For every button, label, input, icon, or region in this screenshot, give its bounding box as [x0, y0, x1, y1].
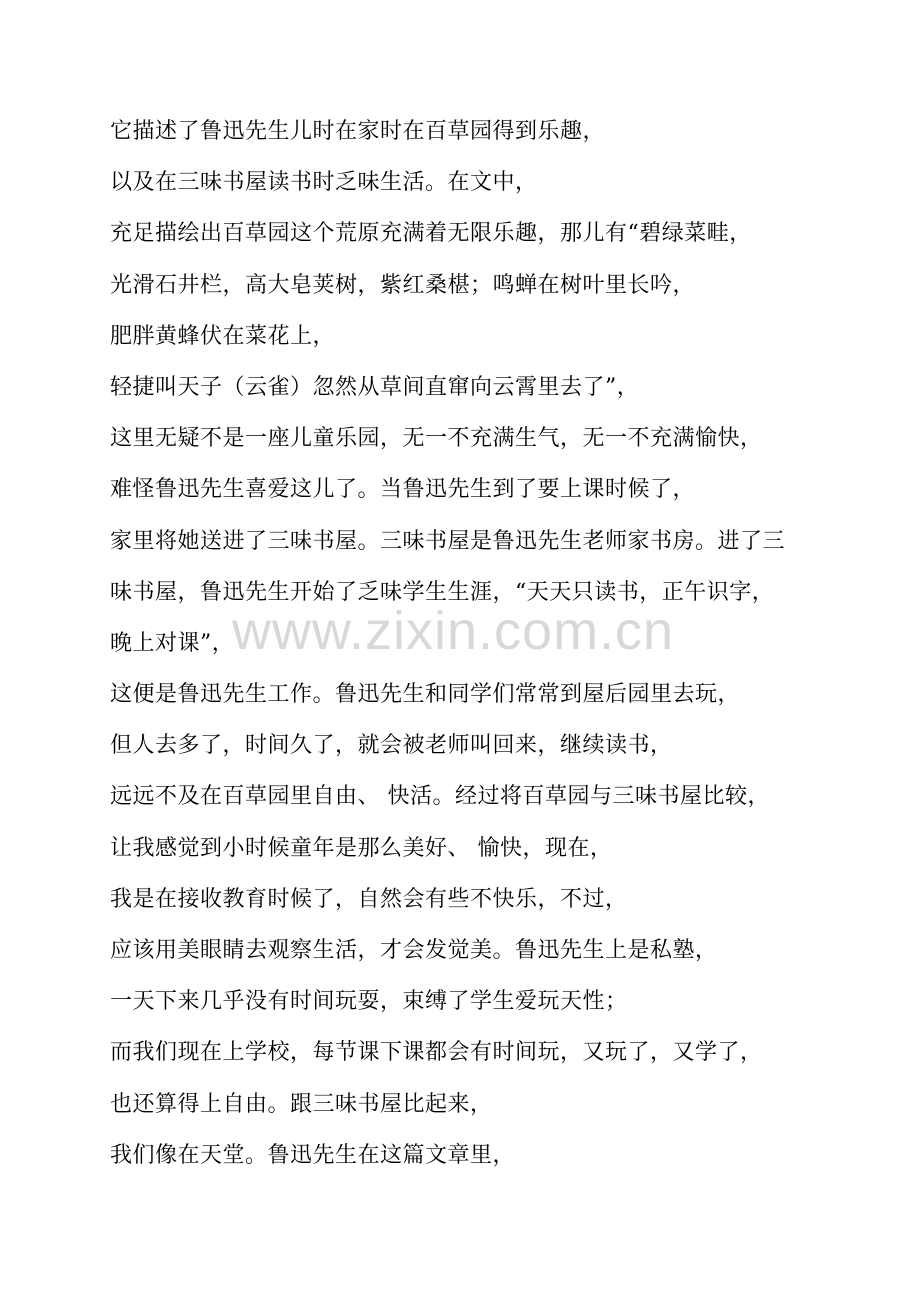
- text-line: 远远不及在百草园里自由、 快活。经过将百草园与三味书屋比较，: [110, 784, 770, 810]
- text-line: 轻捷叫天子（云雀）忽然从草间直窜向云霄里去了”，: [110, 374, 640, 400]
- document-body: [110, 106, 830, 1181]
- text-line: 但人去多了，时间久了，就会被老师叫回来，继续读书，: [110, 733, 673, 759]
- text-line: 这便是鲁迅先生工作。鲁迅先生和同学们常常到屋后园里去玩，: [110, 682, 741, 708]
- text-line: 难怪鲁迅先生喜爱这儿了。当鲁迅先生到了要上课时候了，: [110, 477, 696, 503]
- text-line: 它描述了鲁迅先生儿时在家时在百草园得到乐趣，: [110, 119, 606, 144]
- text-line: 我们像在天堂。鲁迅先生在这篇文章里，: [110, 1142, 516, 1168]
- text-line: 应该用美眼睛去观察生活，才会发觉美。鲁迅先生上是私塾，: [110, 938, 718, 963]
- text-line: 光滑石井栏，高大皂荚树，紫红桑椹；鸣蝉在树叶里长吟，: [110, 272, 696, 298]
- text-line: 让我感觉到小时候童年是那么美好、 愉快，现在，: [110, 835, 613, 861]
- text-line: 一天下来几乎没有时间玩耍，束缚了学生爱玩天性；: [110, 989, 628, 1015]
- text-line: 家里将她送进了三味书屋。三味书屋是鲁迅先生老师家书房。进了三: [110, 528, 786, 554]
- text-line: 充足描绘出百草园这个荒原充满着无限乐趣，那儿有“碧绿菜畦，: [110, 221, 752, 247]
- text-line: 以及在三味书屋读书时乏味生活。在文中，: [110, 170, 538, 196]
- watermark-text: www.zixin.com.cn: [232, 601, 675, 661]
- text-line: 肥胖黄蜂伏在菜花上，: [110, 323, 336, 349]
- text-line: 这里无疑不是一座儿童乐园，无一不充满生气，无一不充满愉快，: [110, 426, 763, 452]
- text-line: 也还算得上自由。跟三味书屋比起来，: [110, 1091, 493, 1117]
- text-line: 味书屋，鲁迅先生开始了乏味学生生涯，“天天只读书，正午识字，: [110, 579, 775, 605]
- text-line: 我是在接收教育时候了，自然会有些不快乐，不过，: [110, 886, 628, 912]
- text-line: 而我们现在上学校，每节课下课都会有时间玩，又玩了，又学了，: [110, 1040, 763, 1066]
- text-line: 晚上对课”，: [110, 630, 235, 656]
